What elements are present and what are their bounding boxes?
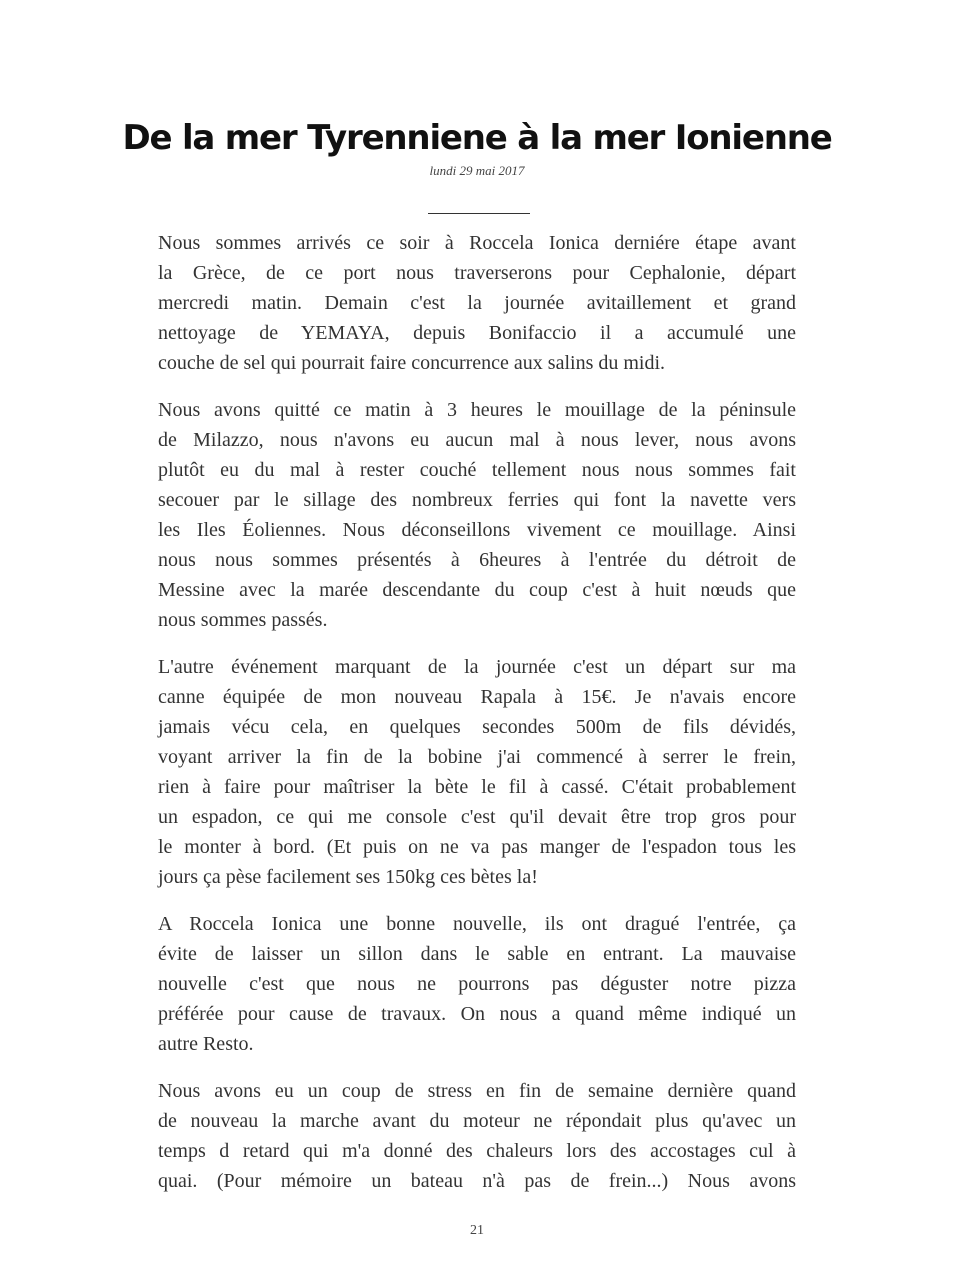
text-line: nettoyage de YEMAYA, depuis Bonifaccio il a accumulé une	[158, 322, 796, 344]
paragraph	[158, 228, 796, 378]
text-line: secouer par le sillage des nombreux ferries qui font la navette vers	[158, 489, 796, 511]
page-number: 21	[470, 1223, 484, 1238]
text-line: préférée pour cause de travaux. On nous a quand même indiqué un	[158, 1003, 796, 1025]
text-line: de Milazzo, nous n'avons eu aucun mal à nous lever, nous avons	[158, 429, 796, 451]
text-line: nous sommes passés.	[158, 609, 328, 631]
text-line: un espadon, ce qui me console c'est qu'il devait être trop gros pour	[158, 806, 796, 828]
text-line: jamais vécu cela, en quelques secondes 500m de fils dévidés,	[158, 716, 796, 738]
text-line: nouvelle c'est que nous ne pourrons pas déguster notre pizza	[158, 973, 796, 995]
text-line: voyant arriver la fin de la bobine j'ai commencé à serrer le frein,	[158, 746, 796, 768]
paragraph	[158, 909, 796, 1059]
text-line: quai. (Pour mémoire un bateau n'à pas de frein...) Nous avons	[158, 1170, 796, 1192]
text-line: autre Resto.	[158, 1033, 254, 1055]
text-line: la Grèce, de ce port nous traverserons pour Cephalonie, départ	[158, 262, 796, 284]
text-line: Nous sommes arrivés ce soir à Roccela Ionica derniére étape avant	[158, 232, 796, 254]
article-title: De la mer Tyrenniene à la mer Ionienne	[122, 118, 832, 158]
text-line: nous nous sommes présentés à 6heures à l'entrée du détroit de	[158, 549, 796, 571]
text-line: L'autre événement marquant de la journée c'est un départ sur ma	[158, 656, 796, 678]
text-line: Nous avons eu un coup de stress en fin de semaine dernière quand	[158, 1080, 796, 1102]
text-line: les Iles Éoliennes. Nous déconseillons vivement ce mouillage. Ainsi	[158, 519, 796, 541]
text-line: Messine avec la marée descendante du coup c'est à huit nœuds que	[158, 579, 796, 601]
separator-rule	[428, 213, 530, 214]
text-line: temps d retard qui m'a donné des chaleurs lors des accostages cul à	[158, 1140, 796, 1162]
text-line: jours ça pèse facilement ses 150kg ces bètes la!	[158, 866, 538, 888]
paragraph	[158, 652, 796, 892]
text-line: rien à faire pour maîtriser la bète le fil à cassé. C'était probablement	[158, 776, 796, 798]
paragraph	[158, 395, 796, 635]
article-body	[158, 228, 796, 1213]
text-line: de nouveau la marche avant du moteur ne répondait plus qu'avec un	[158, 1110, 796, 1132]
text-line: Nous avons quitté ce matin à 3 heures le mouillage de la péninsule	[158, 399, 796, 421]
text-line: couche de sel qui pourrait faire concurrence aux salins du midi.	[158, 352, 666, 374]
text-line: mercredi matin. Demain c'est la journée avitaillement et grand	[158, 292, 796, 314]
text-line: plutôt eu du mal à rester couché tellement nous nous sommes fait	[158, 459, 796, 481]
text-line: le monter à bord. (Et puis on ne va pas manger de l'espadon tous les	[158, 836, 796, 858]
article-date: lundi 29 mai 2017	[429, 163, 525, 178]
text-line: A Roccela Ionica une bonne nouvelle, ils ont dragué l'entrée, ça	[158, 913, 796, 935]
text-line: évite de laisser un sillon dans le sable en entrant. La mauvaise	[158, 943, 796, 965]
text-line: canne équipée de mon nouveau Rapala à 15€. Je n'avais encore	[158, 686, 796, 708]
paragraph	[158, 1076, 796, 1196]
